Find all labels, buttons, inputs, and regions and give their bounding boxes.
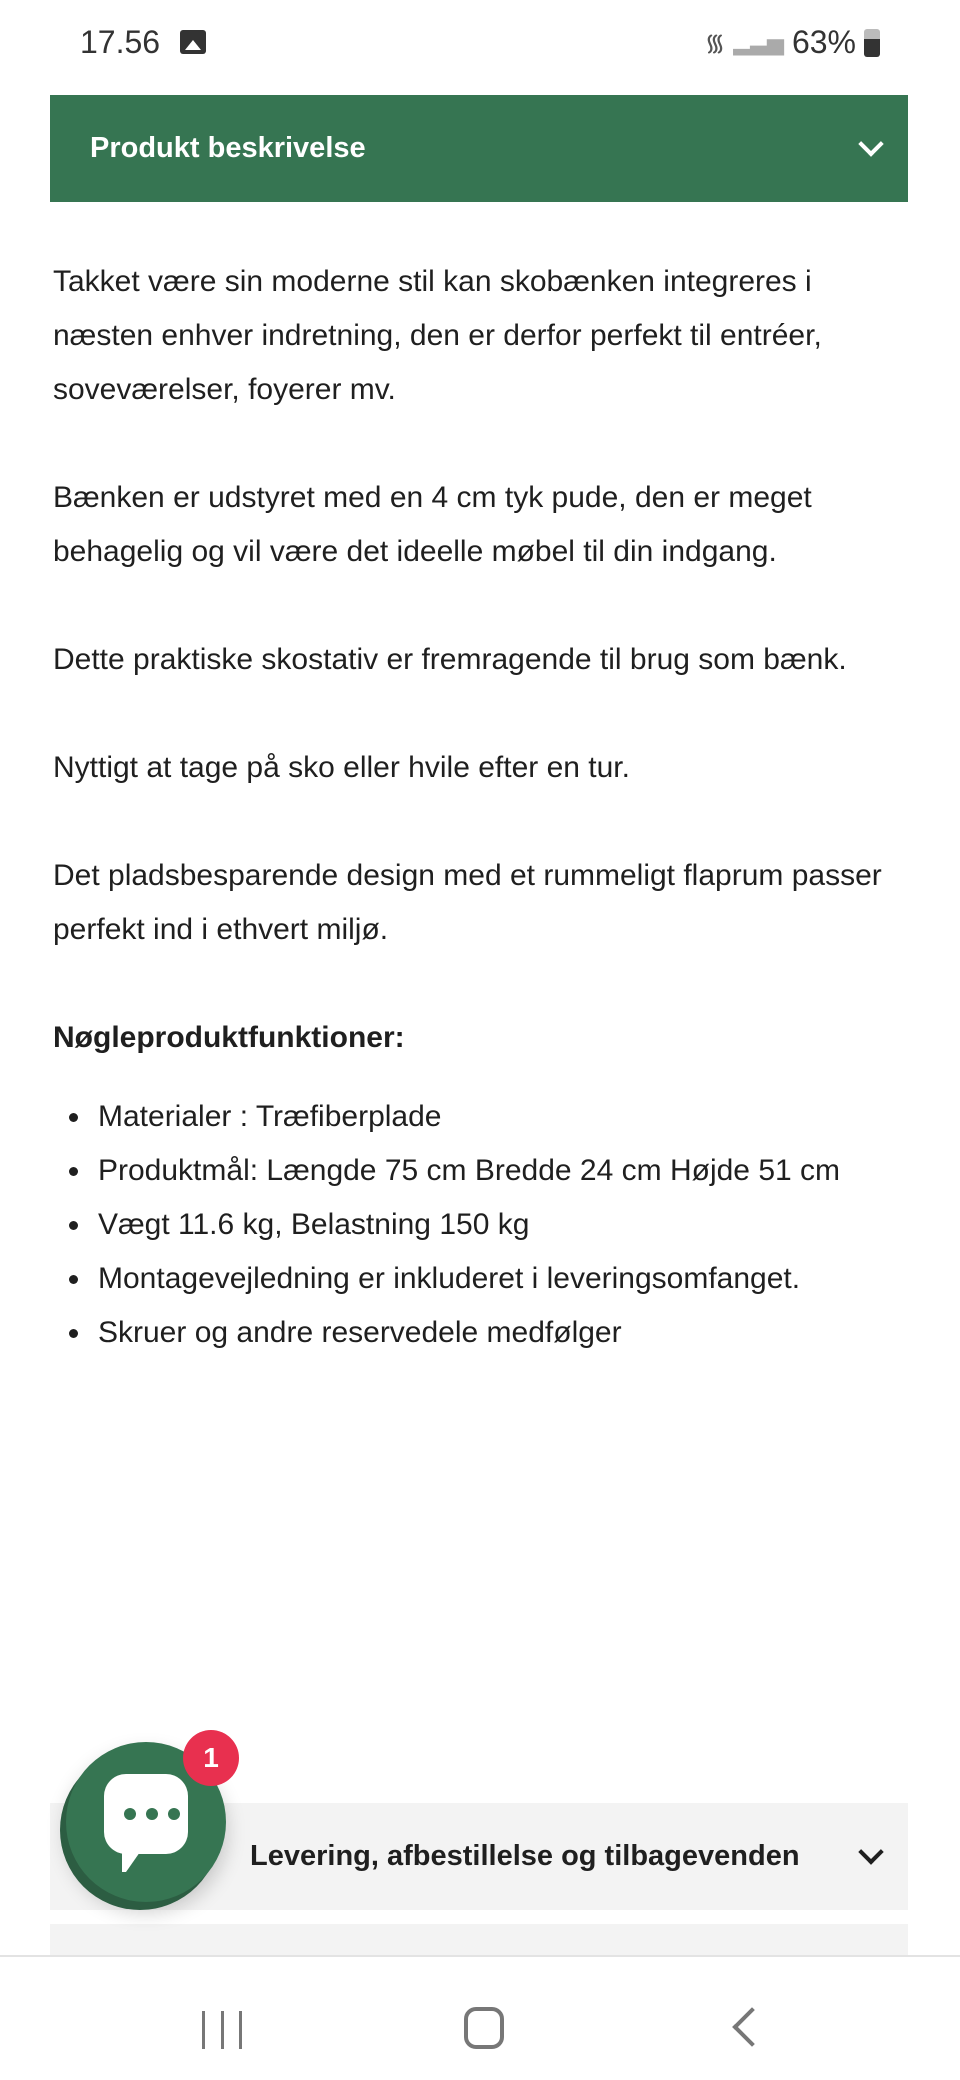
chevron-down-icon (858, 1839, 883, 1864)
recent-apps-icon[interactable] (202, 2011, 242, 2049)
features-list (53, 1090, 913, 1360)
system-nav-bar (0, 1955, 960, 2080)
wifi-icon: ᯾ (704, 30, 726, 57)
features-heading: Nøgleproduktfunktioner: (53, 1021, 405, 1054)
status-bar (0, 0, 960, 90)
clock: 17.56 (80, 24, 161, 60)
paragraph: Takket være sin moderne stil kan skobænken integreres i næsten enhver indretning, den er derfor perfekt til entréer, soveværelser, foyerer mv. (53, 265, 822, 406)
list-item: Vægt 11.6 kg, Belastning 150 kg (53, 1198, 913, 1252)
chat-unread-badge: 1 (183, 1730, 239, 1786)
list-item: Skruer og andre reservedele medfølger (53, 1306, 913, 1360)
product-description (53, 255, 913, 1360)
accordion-title: Levering, afbestillelse og tilbagevenden (250, 1840, 800, 1872)
chat-bubble-icon (104, 1774, 188, 1854)
product-description-accordion[interactable] (50, 95, 908, 202)
paragraph: Dette praktiske skostativ er fremragende til brug som bænk. (53, 643, 847, 676)
accordion-title: Produkt beskrivelse (90, 132, 366, 164)
home-icon[interactable] (464, 2007, 504, 2049)
paragraph: Bænken er udstyret med en 4 cm tyk pude, den er meget behagelig og vil være det ideelle møbel til din indgang. (53, 481, 812, 568)
list-item: Materialer : Træfiberplade (53, 1090, 913, 1144)
battery-percent: 63% (791, 24, 856, 60)
gallery-notification-icon (180, 30, 206, 54)
battery-icon (864, 29, 880, 57)
chevron-down-icon (858, 131, 883, 156)
list-item: Montagevejledning er inkluderet i leveringsomfanget. (53, 1252, 913, 1306)
back-icon[interactable] (732, 2007, 772, 2047)
signal-icon: ▂▃▅ (733, 29, 784, 55)
paragraph: Det pladsbesparende design med et rummeligt flaprum passer perfekt ind i ethvert miljø. (53, 859, 882, 946)
paragraph: Nyttigt at tage på sko eller hvile efter en tur. (53, 751, 630, 784)
list-item: Produktmål: Længde 75 cm Bredde 24 cm Højde 51 cm (53, 1144, 913, 1198)
